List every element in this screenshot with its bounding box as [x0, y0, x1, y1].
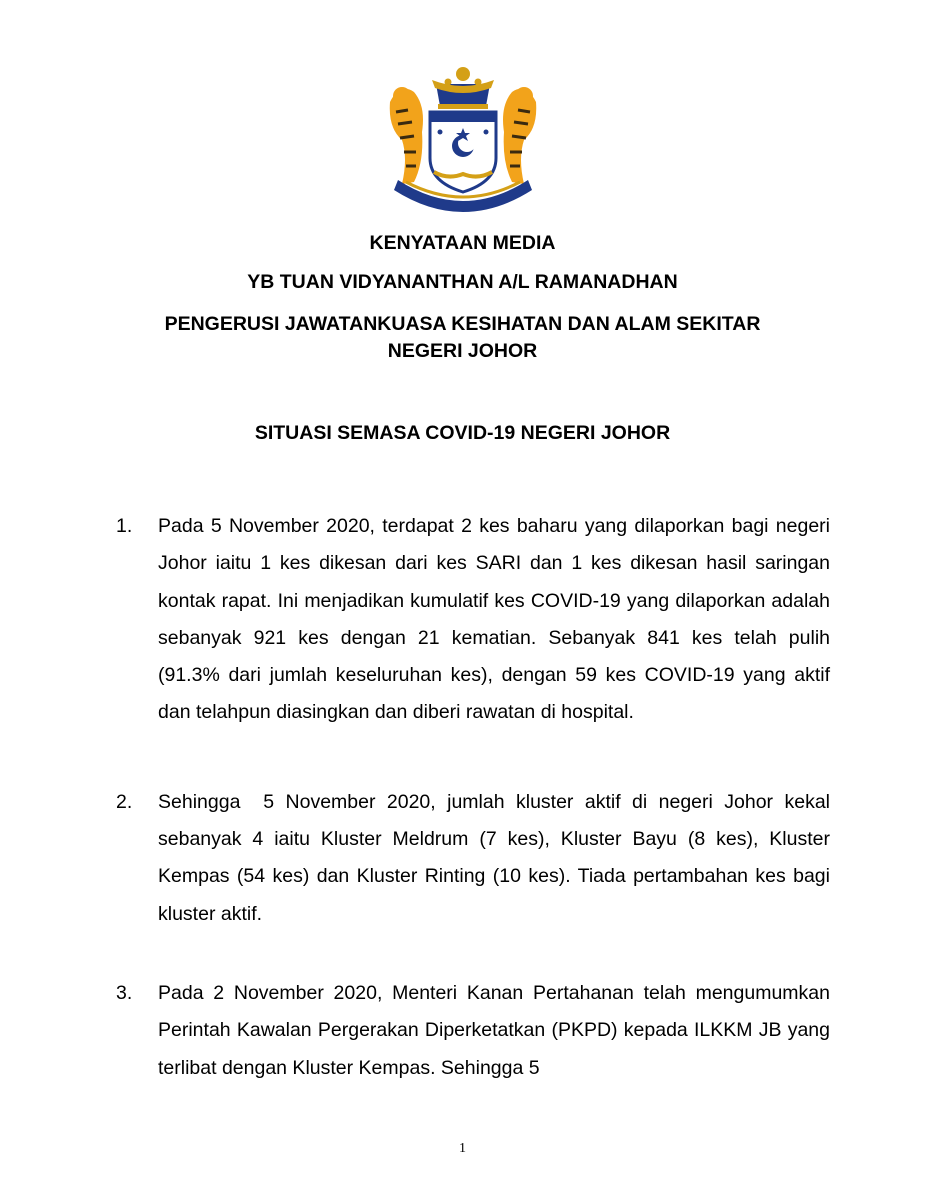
statement-items-list	[116, 508, 836, 1087]
list-item	[116, 975, 830, 1087]
document-title: SITUASI SEMASA COVID-19 NEGERI JOHOR	[254, 422, 671, 444]
tiger-right-icon	[503, 87, 536, 184]
official-name: YB TUAN VIDYANANTHAN A/L RAMANADHAN	[247, 271, 678, 293]
page-number: 1	[459, 1141, 466, 1156]
item-number: 2.	[116, 790, 133, 813]
list-item	[116, 508, 830, 732]
item-text: Pada 5 November 2020, terdapat 2 kes baharu yang dilaporkan bagi negeri Johor iaitu 1 kes dikesan dari kes SARI dan 1 kes dikesan hasil saringan kontak rapat. Ini menjadikan kumulatif kes COVID-19 yang dilaporkan adalah sebanyak 921 kes dengan 21 kematian. Sebanyak 841 kes telah pulih (91.3% dari jumlah keseluruhan kes), dengan 59 kes COVID-19 yang aktif dan telahpun diasingkan dan diberi rawatan di hospital.	[158, 515, 830, 724]
item-number: 1.	[116, 515, 133, 537]
shield-icon	[430, 112, 496, 192]
list-item	[116, 784, 836, 933]
official-position: PENGERUSI JAWATANKUASA KESIHATAN DAN ALAM SEKITAR	[164, 313, 761, 335]
tiger-left-icon	[390, 87, 423, 184]
item-text: Pada 2 November 2020, Menteri Kanan Pertahanan telah mengumumkan Perintah Kawalan Pergerakan Diperketatkan (PKPD) kepada ILKKM JB yang terlibat dengan Kluster Kempas. Sehingga 5	[158, 981, 830, 1079]
official-state: NEGERI JOHOR	[387, 340, 538, 362]
johor-coat-of-arms-logo	[378, 62, 548, 222]
crown-icon	[432, 67, 494, 109]
statement-type: KENYATAAN MEDIA	[369, 232, 556, 254]
item-number: 3.	[116, 981, 133, 1004]
item-text: Sehingga 5 November 2020, jumlah kluster aktif di negeri Johor kekal sebanyak 4 iaitu Kluster Meldrum (7 kes), Kluster Bayu (8 kes), Kluster Kempas (54 kes) dan Kluster Rinting (10 kes). Tiada pertambahan kes bagi kluster aktif.	[158, 790, 836, 925]
